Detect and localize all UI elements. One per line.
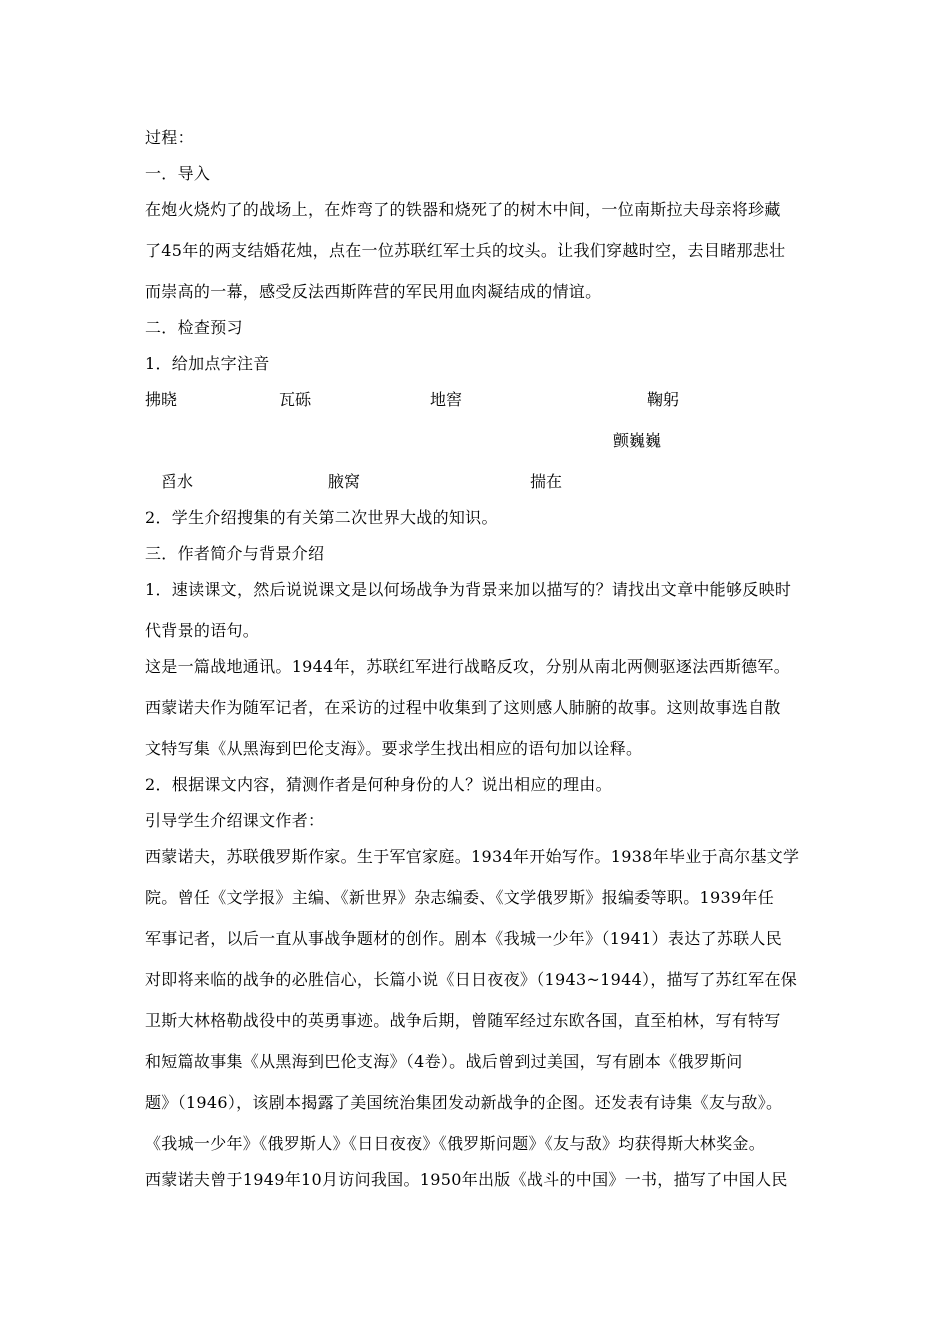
answer-1-line: 西蒙诺夫作为随军记者，在采访的过程中收集到了这则感人肺腑的故事。这则故事选自散 xyxy=(145,698,781,717)
preview-item-2: 2．学生介绍搜集的有关第二次世界大战的知识。 xyxy=(145,508,498,527)
bio-line: 题》（1946），该剧本揭露了美国统治集团发动新战争的企图。还发表有诗集《友与敌》。 xyxy=(145,1093,783,1112)
section-heading-author: 三．作者简介与背景介绍 xyxy=(145,544,325,563)
section-heading-intro: 一．导入 xyxy=(145,164,211,183)
bio-line: 对即将来临的战争的必胜信心，长篇小说《日日夜夜》（1943~1944），描写了苏红军在保 xyxy=(145,970,798,989)
answer-1-line: 文特写集《从黑海到巴伦支海》。要求学生找出相应的语句加以诠释。 xyxy=(145,739,643,758)
bio-line: 《我城一少年》《俄罗斯人》《日日夜夜》《俄罗斯问题》《友与敌》均获得斯大林奖金。 xyxy=(145,1134,766,1153)
pinyin-word: 拂晓 xyxy=(145,390,178,409)
question-1-line: 1．速读课文，然后说说课文是以何场战争为背景来加以描写的？请找出文章中能够反映时 xyxy=(145,580,792,599)
section-heading-preview: 二．检查预习 xyxy=(145,318,243,337)
pinyin-word: 舀水 xyxy=(161,472,194,491)
question-1-line: 代背景的语句。 xyxy=(145,621,260,640)
bio-line: 西蒙诺夫，苏联俄罗斯作家。生于军官家庭。1934年开始写作。1938年毕业于高尔基文学 xyxy=(145,847,800,866)
bio-line: 和短篇故事集《从黑海到巴伦支海》（4卷）。战后曾到过美国，写有剧本《俄罗斯问 xyxy=(145,1052,743,1071)
bio-line: 西蒙诺夫曾于1949年10月访问我国。1950年出版《战斗的中国》一书，描写了中国人民 xyxy=(145,1170,788,1189)
pinyin-word: 颤巍巍 xyxy=(613,431,662,450)
pinyin-word: 瓦砾 xyxy=(279,390,312,409)
question-2: 2．根据课文内容，猜测作者是何种身份的人？说出相应的理由。 xyxy=(145,775,612,794)
intro-paragraph-line: 了45年的两支结婚花烛，点在一位苏联红军士兵的坟头。让我们穿越时空，去目睹那悲壮 xyxy=(145,241,786,260)
pinyin-word: 鞠躬 xyxy=(647,390,680,409)
bio-line: 卫斯大林格勒战役中的英勇事迹。战争后期，曾随军经过东欧各国，直至柏林，写有特写 xyxy=(145,1011,781,1030)
bio-line: 军事记者，以后一直从事战争题材的创作。剧本《我城一少年》（1941）表达了苏联人民 xyxy=(145,929,783,948)
guide-text: 引导学生介绍课文作者： xyxy=(145,811,325,830)
preview-item-1: 1．给加点字注音 xyxy=(145,354,270,373)
pinyin-word: 腋窝 xyxy=(328,472,361,491)
intro-paragraph-line: 在炮火烧灼了的战场上，在炸弯了的铁器和烧死了的树木中间，一位南斯拉夫母亲将珍藏 xyxy=(145,200,781,219)
intro-paragraph-line: 而崇高的一幕，感受反法西斯阵营的军民用血肉凝结成的情谊。 xyxy=(145,282,602,301)
answer-1-line: 这是一篇战地通讯。1944年，苏联红军进行战略反攻，分别从南北两侧驱逐法西斯德军。 xyxy=(145,657,791,676)
pinyin-word: 揣在 xyxy=(530,472,563,491)
pinyin-word: 地窖 xyxy=(430,390,463,409)
process-label: 过程： xyxy=(145,128,194,147)
bio-line: 院。曾任《文学报》主编、《新世界》杂志编委、《文学俄罗斯》报编委等职。1939年任 xyxy=(145,888,775,907)
